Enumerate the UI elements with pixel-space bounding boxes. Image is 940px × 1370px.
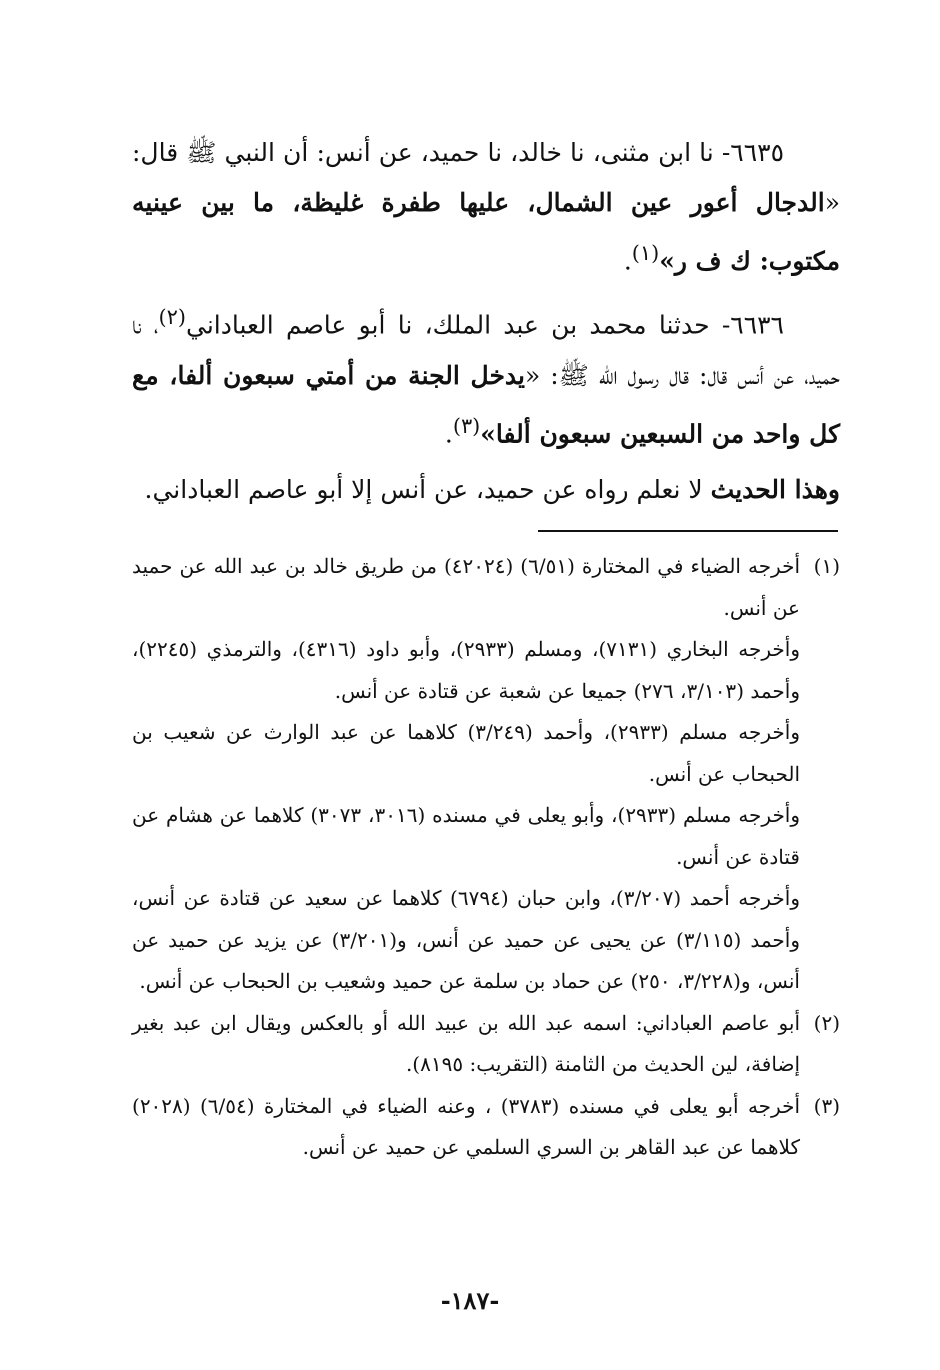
page-number: -١٨٧-: [440, 1286, 500, 1315]
footnote-paragraph: وأخرجه أحمد (٣/٢٠٧)، وابن حبان (٦٧٩٤) كلاهما عن سعيد عن قتادة عن أنس، وأحمد (٣/١١٥) عن يحيى عن حميد عن أنس، و(٣/٢٠١) عن يزيد عن حميد عن أنس، و(٣/٢٢٨، ٢٥٠) عن حماد بن سلمة عن حميد وشعيب بن الحبحاب عن أنس.: [132, 886, 800, 993]
period: .: [444, 418, 453, 448]
footnote-1: [132, 546, 840, 1003]
comment-lead: وهذا الحديث: [710, 474, 840, 504]
hadith-number: ٦٦٣٦-: [709, 310, 784, 340]
hadith-number: ٦٦٣٥-: [713, 138, 784, 167]
footnotes: [132, 546, 840, 1169]
hadith-6635: [132, 128, 840, 286]
hadith-isnad: نا ابن مثنى، نا خالد، نا حميد، عن أنس: أن النبي ﷺ قال: «: [132, 138, 840, 217]
footnote-separator: [538, 530, 838, 532]
footnote-2: [132, 1003, 840, 1086]
footnote-body: [132, 546, 800, 1003]
hadith-matn: الدجال أعور عين الشمال، عليها طفرة غليظة، ما بين عينيه مكتوب: ك ف ر: [132, 188, 840, 276]
hadith-isnad: حدثنا محمد بن عبد الملك، نا أبو عاصم العباداني: [186, 310, 710, 340]
footnote-paragraph: وأخرجه مسلم (٢٩٣٣)، وأبو يعلى في مسنده (٣٠١٦، ٣٠٧٣) كلاهما عن هشام عن قتادة عن أنس.: [132, 803, 801, 869]
footnote-3: [132, 1086, 840, 1169]
footnote-ref: (٢): [158, 305, 186, 330]
hadith-matn: يدخل الجنة من أمتي سبعون ألفا، مع كل واحد من السبعين سبعون ألفا: [132, 360, 840, 448]
author-comment: [132, 465, 840, 515]
footnote-number: (٣): [813, 1093, 840, 1118]
hadith-6636: [132, 292, 840, 459]
period: .: [623, 246, 632, 276]
footnote-body: [132, 1086, 800, 1169]
footnote-number: (١): [813, 554, 840, 578]
footnote-paragraph: وأخرجه مسلم (٢٩٣٣)، وأحمد (٣/٢٤٩) كلاهما عن عبد الوارث عن شعيب بن الحبحاب عن أنس.: [132, 720, 800, 786]
quote-close: »: [659, 246, 675, 276]
footnote-ref: (٣): [452, 413, 481, 438]
quote-close: »: [480, 418, 496, 448]
footnote-ref: (١): [631, 241, 660, 265]
footnote-paragraph: وأخرجه البخاري (٧١٣١)، ومسلم (٢٩٣٣)، وأبو داود (٤٣١٦)، والترمذي (٢٢٤٥)، وأحمد (٣/١٠٣، ٢٧٦) جميعا عن شعبة عن قتادة عن أنس.: [132, 637, 801, 703]
main-text: [132, 128, 840, 521]
footnote-body: [132, 1003, 800, 1086]
footnote-paragraph: أخرجه الضياء في المختارة (٦/٥١) (٤٢٠٢٤) من طريق خالد بن عبد الله عن حميد عن أنس.: [132, 554, 801, 620]
comment-text: لا نعلم رواه عن حميد، عن أنس إلا أبو عاصم العباداني.: [144, 474, 711, 504]
hadith-isnad-continued: ، نا حميد، عن أنس قال: قال رسول الله ﷺ: «: [132, 310, 840, 390]
footnote-number: (٢): [813, 1010, 840, 1035]
footnote-paragraph: أبو عاصم العباداني: اسمه عبد الله بن عبيد الله أو بالعكس ويقال ابن عبد بغير إضافة، لين الحديث من الثامنة (التقريب: ٨١٩٥).: [132, 1010, 800, 1076]
footnote-paragraph: أخرجه أبو يعلى في مسنده (٣٧٨٣) ، وعنه الضياء في المختارة (٦/٥٤) (٢٠٢٨) كلاهما عن عبد القاهر بن السري السلمي عن حميد عن أنس.: [132, 1093, 800, 1159]
